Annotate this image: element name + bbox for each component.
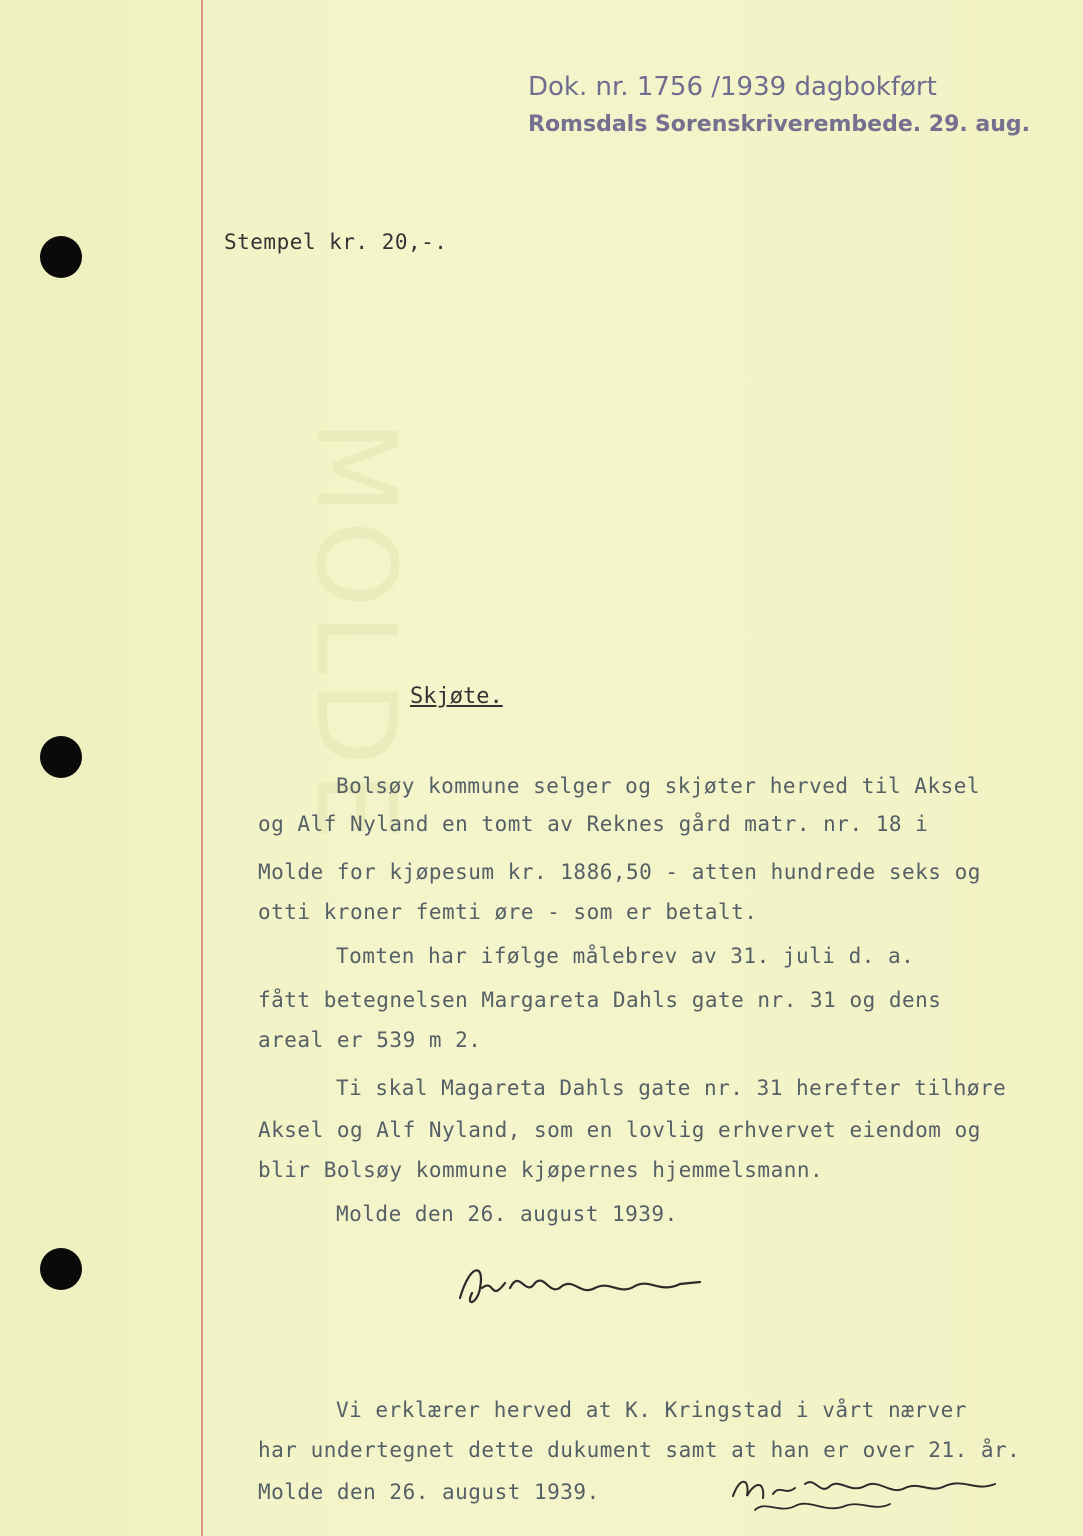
signature-witnesses	[725, 1466, 1025, 1522]
body-line: areal er 539 m 2.	[258, 1028, 482, 1052]
stamp-fee: Stempel kr. 20,-.	[224, 230, 448, 254]
body-line: Molde for kjøpesum kr. 1886,50 - atten hundrede seks og	[258, 860, 981, 884]
witness-line: Molde den 26. august 1939.	[258, 1480, 600, 1504]
punch-hole	[40, 736, 82, 778]
witness-line: har undertegnet dette dukument samt at han er over 21. år.	[258, 1438, 1021, 1462]
watermark: MOLDE	[292, 420, 420, 847]
body-line: Molde den 26. august 1939.	[336, 1202, 678, 1226]
body-line: fått betegnelsen Margareta Dahls gate nr. 31 og dens	[258, 988, 942, 1012]
body-line: Bolsøy kommune selger og skjøter herved til Aksel	[336, 774, 981, 798]
body-line: og Alf Nyland en tomt av Reknes gård matr. nr. 18 i	[258, 812, 929, 836]
body-line: Aksel og Alf Nyland, som en lovlig erhvervet eiendom og	[258, 1118, 981, 1142]
registration-stamp-line2: Romsdals Sorenskriverembede. 29. aug.	[528, 112, 1031, 137]
body-line: Tomten har ifølge målebrev av 31. juli d. a.	[336, 944, 915, 968]
witness-line: Vi erklærer herved at K. Kringstad i vårt nærver	[336, 1398, 967, 1422]
punch-hole	[40, 1248, 82, 1290]
punch-hole	[40, 236, 82, 278]
margin-rule	[201, 0, 203, 1536]
body-line: Ti skal Magareta Dahls gate nr. 31 herefter tilhøre	[336, 1076, 1007, 1100]
signature-kringstad	[450, 1258, 720, 1318]
document-title: Skjøte.	[410, 684, 503, 709]
body-line: otti kroner femti øre - som er betalt.	[258, 900, 758, 924]
registration-stamp-line1: Dok. nr. 1756 /1939 dagbokført	[528, 72, 937, 102]
body-line: blir Bolsøy kommune kjøpernes hjemmelsmann.	[258, 1158, 824, 1182]
